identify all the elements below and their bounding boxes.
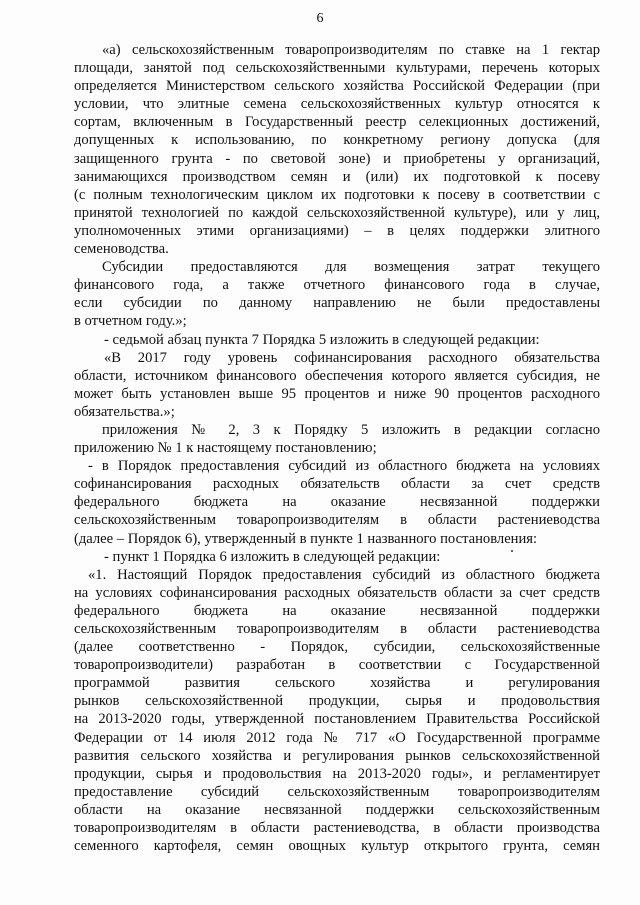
text-line: предоставление субсидий сельскохозяйственным товаропроизводителям xyxy=(74,783,600,800)
text-line: (далее – Порядок 6), утвержденный в пункте 1 названного постановления: xyxy=(74,530,538,547)
text-line: продукции, сырья и продовольствия на 2013-2020 годы», и регламентирует xyxy=(74,765,600,782)
paragraph-seventh-clause xyxy=(74,331,600,349)
paragraph-appendices xyxy=(74,421,600,457)
text-line: защищенного грунта - по световой зоне) и приобретены у организаций, xyxy=(74,150,600,167)
text-line: сортам, включенным в Государственный реестр селекционных достижений, xyxy=(74,114,600,131)
text-line: семеноводства. xyxy=(74,241,169,258)
text-line: федерального бюджета на оказание несвязанной поддержки xyxy=(74,494,600,511)
paragraph-subsidy-rate xyxy=(74,41,600,258)
paragraph-subsidies-purpose xyxy=(74,258,600,330)
text-line: области, источником финансового обеспечения которого является субсидия, не xyxy=(74,367,600,384)
text-line: приложения № 2, 3 к Порядку 5 изложить в редакции согласно xyxy=(102,421,600,438)
text-line: на 2013-2020 годы, утвержденной постановлением Правительства Российской xyxy=(74,711,600,728)
text-line: (с полным технологическим циклом их подготовки к посеву в соответствии с xyxy=(74,186,600,203)
text-line: - седьмой абзац пункта 7 Порядка 5 изложить в следующей редакции: xyxy=(104,331,540,348)
text-line: занимающихся производством семян и (или) их подготовкой к посеву xyxy=(74,168,600,185)
text-line: товаропроизводители) разработан в соответствии с Государственной xyxy=(74,657,600,674)
document-body xyxy=(74,41,600,855)
paragraph-order-6-text xyxy=(74,566,600,856)
text-line: финансового года, а также отчетного финансового года в случае, xyxy=(74,277,600,294)
paragraph-order-6-intro xyxy=(74,457,600,547)
text-line: рынков сельскохозяйственной продукции, сырья и продовольствия xyxy=(74,693,600,710)
text-line: - в Порядок предоставления субсидий из областного бюджета на условиях xyxy=(88,458,600,475)
text-line: сельскохозяйственным товаропроизводителям в области растениеводства xyxy=(74,621,600,637)
page-number: 6 xyxy=(316,11,324,26)
text-line: сельскохозяйственным товаропроизводителям в области растениеводства xyxy=(74,512,600,529)
text-line: «В 2017 году уровень софинансирования расходного обязательства xyxy=(104,349,600,366)
text-line: - пункт 1 Порядка 6 изложить в следующей редакции: xyxy=(104,548,441,565)
text-line: приложению № 1 к настоящему постановлению; xyxy=(74,440,377,457)
text-line: (далее соответственно - Порядок, субсидии, сельскохозяйственные xyxy=(74,639,600,656)
text-line: семенного картофеля, семян овощных культур открытого грунта, семян xyxy=(74,838,600,855)
scan-speck xyxy=(511,550,513,552)
text-line: если субсидии по данному направлению не были предоставлены xyxy=(74,295,600,312)
text-line: софинансирования расходных обязательств области за счет средств xyxy=(74,476,600,493)
text-line: программой развития сельского хозяйства и регулирования xyxy=(74,675,600,692)
text-line: «а) сельскохозяйственным товаропроизводителям по ставке на 1 гектар xyxy=(102,42,600,58)
text-line: области на оказание несвязанной поддержки сельскохозяйственным xyxy=(74,801,600,818)
text-line: условии, что элитные семена сельскохозяйственных культур относятся к xyxy=(74,96,600,113)
text-line: в отчетном году.»; xyxy=(74,313,187,330)
text-line: Субсидии предоставляются для возмещения затрат текущего xyxy=(102,259,600,276)
text-line: «1. Настоящий Порядок предоставления субсидий из областного бюджета xyxy=(88,566,600,583)
text-line: федерального бюджета на оказание несвязанной поддержки xyxy=(74,602,600,619)
text-line: определяется Министерством сельского хозяйства Российской Федерации (при xyxy=(74,78,600,95)
text-line: уполномоченных этими организациями) – в целях поддержки элитного xyxy=(74,222,600,239)
text-line: развития сельского хозяйства и регулирования рынков сельскохозяйственной xyxy=(74,747,600,764)
text-line: принятой технологией по каждой сельскохозяйственной культуре), или у лиц, xyxy=(74,204,600,221)
text-line: площади, занятой под сельскохозяйственными культурами, перечень которых xyxy=(74,60,600,77)
text-line: товаропроизводителям в области растениеводства, в области производства xyxy=(74,820,600,837)
paragraph-item-1-order-6 xyxy=(74,548,600,566)
text-line: Федерации от 14 июля 2012 года № 717 «О Государственной программе xyxy=(74,729,600,746)
text-line: обязательства.»; xyxy=(74,403,175,420)
paragraph-cofinancing-level xyxy=(74,349,600,421)
text-line: может быть установлен выше 95 процентов и ниже 90 процентов расходного xyxy=(74,385,600,402)
text-line: на условиях софинансирования расходных обязательств области за счет средств xyxy=(74,584,600,601)
text-line: допущенных к использованию, по конкретному региону допуска (для xyxy=(74,132,600,149)
